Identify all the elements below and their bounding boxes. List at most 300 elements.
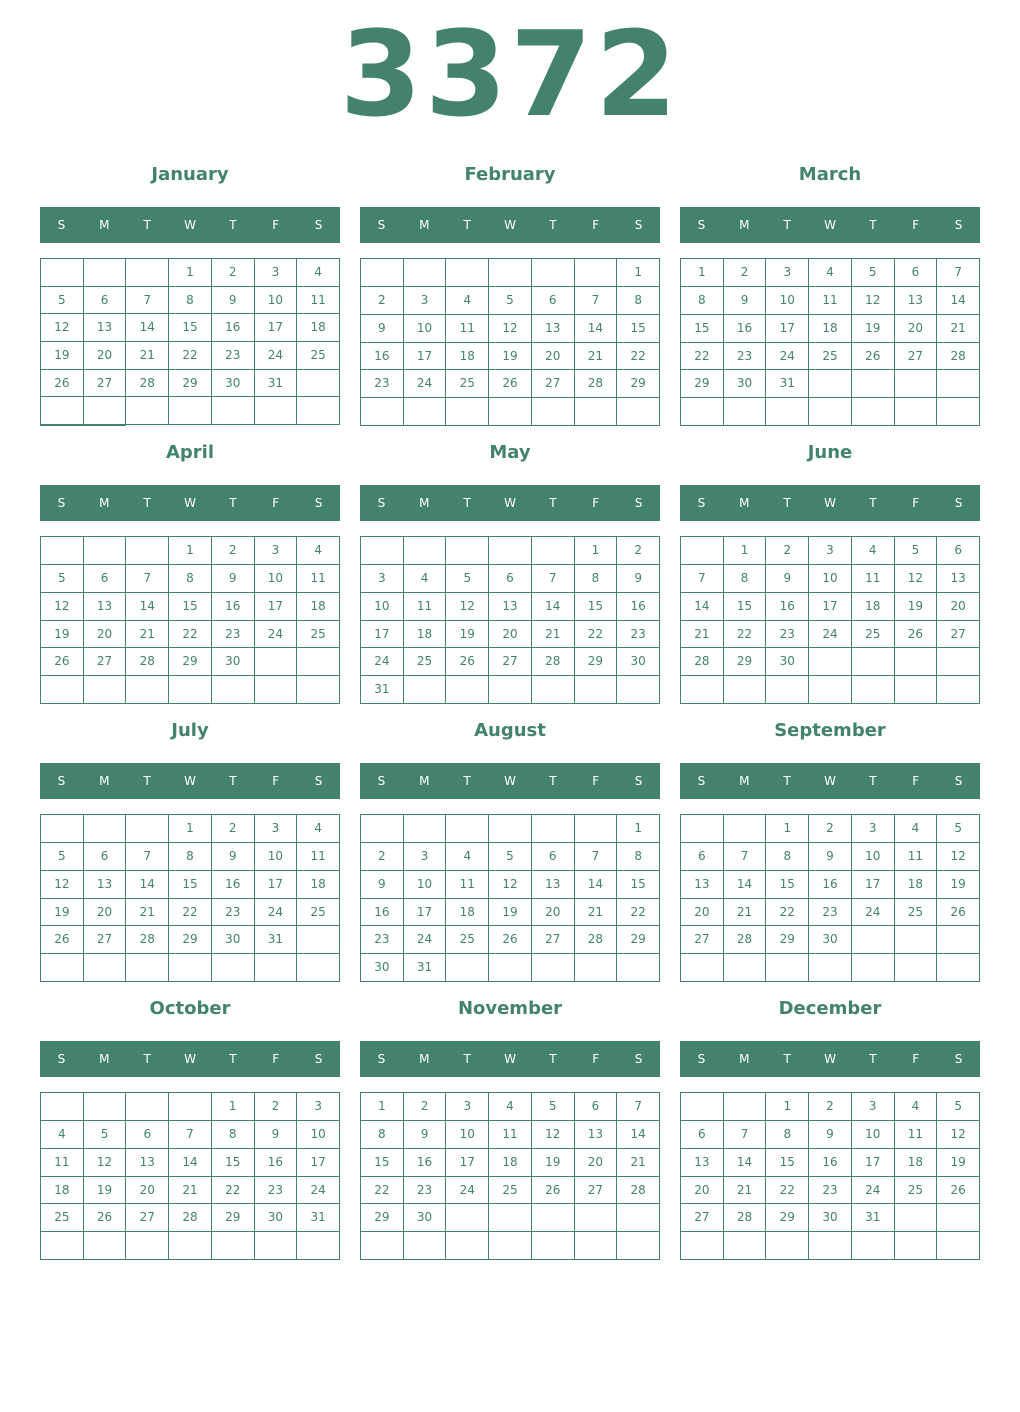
day-cell — [361, 398, 404, 426]
day-cell: 19 — [489, 343, 532, 371]
day-cell: 27 — [532, 370, 575, 398]
day-cell — [617, 676, 660, 704]
day-cell: 12 — [937, 1121, 980, 1149]
day-cell: 14 — [126, 871, 169, 899]
day-cell: 27 — [575, 1177, 618, 1205]
day-cell: 2 — [212, 259, 255, 287]
day-cell: 10 — [361, 593, 404, 621]
day-cell: 25 — [446, 370, 489, 398]
day-cell — [169, 954, 212, 982]
day-cell: 21 — [617, 1149, 660, 1177]
day-cell: 29 — [169, 648, 212, 676]
day-cell: 9 — [212, 287, 255, 315]
day-cell: 29 — [575, 648, 618, 676]
day-cell — [489, 259, 532, 287]
day-cell: 13 — [937, 565, 980, 593]
weekday-label: W — [184, 1052, 196, 1066]
day-cell: 10 — [255, 843, 298, 871]
day-cell: 29 — [617, 370, 660, 398]
day-cell: 19 — [84, 1177, 127, 1205]
weekday-header — [40, 763, 340, 799]
weekday-label: W — [184, 496, 196, 510]
day-grid — [40, 1092, 340, 1260]
day-cell: 12 — [895, 565, 938, 593]
day-cell: 19 — [41, 899, 84, 927]
day-cell — [126, 537, 169, 565]
day-cell — [297, 926, 340, 954]
weekday-label: F — [592, 774, 600, 788]
weekday-label: S — [634, 496, 643, 510]
month-name: May — [489, 442, 531, 463]
day-cell — [446, 259, 489, 287]
day-cell — [724, 1232, 767, 1260]
day-cell: 16 — [766, 593, 809, 621]
day-cell — [489, 815, 532, 843]
day-cell: 9 — [809, 1121, 852, 1149]
day-cell: 1 — [169, 537, 212, 565]
weekday-label: S — [697, 496, 706, 510]
day-cell — [297, 370, 340, 398]
day-cell: 30 — [724, 370, 767, 398]
day-cell — [404, 676, 447, 704]
day-cell: 19 — [446, 621, 489, 649]
day-cell: 19 — [937, 871, 980, 899]
day-cell: 9 — [212, 843, 255, 871]
day-cell: 30 — [617, 648, 660, 676]
day-cell — [532, 259, 575, 287]
day-cell: 25 — [809, 343, 852, 371]
weekday-label: S — [954, 774, 963, 788]
day-cell: 21 — [126, 621, 169, 649]
day-cell — [404, 259, 447, 287]
day-cell: 18 — [809, 315, 852, 343]
weekday-label: M — [419, 1052, 430, 1066]
day-cell: 22 — [681, 343, 724, 371]
day-cell: 12 — [84, 1149, 127, 1177]
day-cell: 19 — [41, 621, 84, 649]
day-cell — [532, 815, 575, 843]
day-cell: 19 — [532, 1149, 575, 1177]
day-cell — [41, 397, 84, 425]
day-cell: 29 — [361, 1204, 404, 1232]
day-cell — [575, 676, 618, 704]
weekday-label: T — [869, 496, 877, 510]
day-cell: 11 — [489, 1121, 532, 1149]
weekday-label: W — [824, 218, 836, 232]
month-name: January — [151, 164, 229, 185]
day-cell: 11 — [809, 287, 852, 315]
day-cell — [575, 815, 618, 843]
day-cell: 24 — [852, 899, 895, 927]
day-cell: 12 — [532, 1121, 575, 1149]
month-name: February — [464, 164, 556, 185]
day-cell: 27 — [681, 1204, 724, 1232]
day-cell: 5 — [41, 287, 84, 315]
day-cell — [212, 397, 255, 425]
weekday-label: T — [143, 774, 151, 788]
day-grid — [360, 258, 660, 426]
day-cell: 21 — [126, 899, 169, 927]
weekday-label: S — [57, 774, 66, 788]
day-cell: 27 — [84, 370, 127, 398]
day-cell: 9 — [617, 565, 660, 593]
day-grid — [360, 536, 660, 704]
day-cell: 1 — [169, 259, 212, 287]
day-cell: 21 — [575, 343, 618, 371]
day-cell: 8 — [212, 1121, 255, 1149]
weekday-label: S — [634, 1052, 643, 1066]
weekday-label: T — [143, 218, 151, 232]
day-cell: 23 — [255, 1177, 298, 1205]
day-cell: 2 — [361, 287, 404, 315]
day-cell: 11 — [41, 1149, 84, 1177]
day-cell — [809, 648, 852, 676]
day-cell — [297, 676, 340, 704]
day-cell: 11 — [297, 565, 340, 593]
day-cell: 1 — [361, 1093, 404, 1121]
day-cell: 27 — [84, 648, 127, 676]
day-cell: 4 — [809, 259, 852, 287]
weekday-header — [680, 1041, 980, 1077]
day-cell: 5 — [84, 1121, 127, 1149]
day-cell — [895, 676, 938, 704]
day-cell: 24 — [404, 370, 447, 398]
day-cell: 6 — [575, 1093, 618, 1121]
day-cell: 28 — [575, 370, 618, 398]
day-cell — [446, 815, 489, 843]
day-cell: 22 — [617, 343, 660, 371]
day-cell: 3 — [361, 565, 404, 593]
day-cell: 29 — [169, 370, 212, 398]
day-cell: 17 — [446, 1149, 489, 1177]
weekday-label: W — [504, 496, 516, 510]
day-cell: 21 — [169, 1177, 212, 1205]
day-cell: 20 — [126, 1177, 169, 1205]
day-cell: 16 — [617, 593, 660, 621]
weekday-label: T — [463, 774, 471, 788]
day-cell: 31 — [404, 954, 447, 982]
day-cell: 8 — [575, 565, 618, 593]
weekday-label: T — [229, 218, 237, 232]
day-cell: 22 — [617, 899, 660, 927]
weekday-label: F — [272, 218, 280, 232]
day-grid — [680, 258, 980, 426]
day-cell — [297, 648, 340, 676]
day-cell — [681, 815, 724, 843]
day-cell: 26 — [532, 1177, 575, 1205]
day-grid — [40, 258, 340, 426]
day-cell: 28 — [126, 370, 169, 398]
day-cell — [895, 1204, 938, 1232]
day-cell: 12 — [41, 314, 84, 342]
day-cell: 22 — [724, 621, 767, 649]
day-cell — [489, 1232, 532, 1260]
day-cell: 15 — [169, 314, 212, 342]
day-cell: 11 — [404, 593, 447, 621]
day-cell: 14 — [575, 315, 618, 343]
weekday-label: F — [912, 774, 920, 788]
day-cell: 27 — [84, 926, 127, 954]
day-cell — [937, 398, 980, 426]
day-cell: 10 — [852, 1121, 895, 1149]
weekday-label: T — [783, 774, 791, 788]
weekday-label: W — [184, 218, 196, 232]
day-cell — [297, 954, 340, 982]
day-cell: 28 — [532, 648, 575, 676]
day-cell: 4 — [404, 565, 447, 593]
day-cell: 17 — [852, 871, 895, 899]
day-cell: 27 — [489, 648, 532, 676]
day-cell: 25 — [297, 621, 340, 649]
day-cell — [766, 676, 809, 704]
day-cell — [724, 815, 767, 843]
weekday-header — [360, 763, 660, 799]
day-cell — [126, 676, 169, 704]
day-cell — [532, 398, 575, 426]
weekday-label: M — [739, 774, 750, 788]
day-cell: 28 — [937, 343, 980, 371]
day-cell — [126, 1232, 169, 1260]
day-cell: 5 — [489, 287, 532, 315]
weekday-header — [360, 207, 660, 243]
day-cell: 26 — [41, 648, 84, 676]
day-cell: 17 — [766, 315, 809, 343]
day-cell: 24 — [361, 648, 404, 676]
day-cell — [41, 259, 84, 287]
day-cell: 18 — [297, 871, 340, 899]
day-cell — [532, 954, 575, 982]
day-grid — [40, 536, 340, 704]
day-cell — [575, 259, 618, 287]
day-cell: 7 — [575, 843, 618, 871]
day-cell: 16 — [724, 315, 767, 343]
day-cell: 5 — [489, 843, 532, 871]
weekday-header — [680, 763, 980, 799]
day-cell: 29 — [766, 1204, 809, 1232]
day-cell: 18 — [297, 593, 340, 621]
day-cell — [617, 1204, 660, 1232]
day-cell: 14 — [169, 1149, 212, 1177]
day-cell: 23 — [809, 1177, 852, 1205]
day-cell — [169, 676, 212, 704]
day-cell: 8 — [169, 843, 212, 871]
day-cell: 5 — [895, 537, 938, 565]
weekday-label: M — [99, 774, 110, 788]
day-cell — [41, 676, 84, 704]
month-name: August — [474, 720, 546, 741]
day-cell: 3 — [852, 1093, 895, 1121]
day-cell: 24 — [255, 621, 298, 649]
weekday-label: S — [954, 1052, 963, 1066]
day-cell: 24 — [446, 1177, 489, 1205]
day-cell: 25 — [852, 621, 895, 649]
weekday-label: F — [272, 496, 280, 510]
day-cell: 20 — [895, 315, 938, 343]
day-cell: 10 — [255, 565, 298, 593]
day-cell: 23 — [617, 621, 660, 649]
day-cell — [297, 1232, 340, 1260]
day-cell: 14 — [575, 871, 618, 899]
day-cell: 2 — [212, 537, 255, 565]
day-cell — [575, 398, 618, 426]
day-cell — [446, 537, 489, 565]
weekday-header — [680, 207, 980, 243]
day-cell: 12 — [852, 287, 895, 315]
day-cell — [169, 397, 212, 425]
day-cell — [126, 1093, 169, 1121]
day-cell: 30 — [212, 370, 255, 398]
day-cell: 26 — [84, 1204, 127, 1232]
weekday-label: S — [377, 774, 386, 788]
day-cell — [937, 676, 980, 704]
day-cell: 7 — [126, 843, 169, 871]
day-cell — [895, 954, 938, 982]
weekday-label: M — [419, 774, 430, 788]
weekday-label: S — [314, 1052, 323, 1066]
month-name: October — [149, 998, 231, 1019]
day-cell: 15 — [617, 315, 660, 343]
day-cell: 23 — [212, 899, 255, 927]
day-cell: 8 — [617, 287, 660, 315]
weekday-label: F — [912, 218, 920, 232]
day-cell: 14 — [126, 593, 169, 621]
day-cell: 9 — [809, 843, 852, 871]
weekday-label: S — [314, 496, 323, 510]
day-cell: 14 — [937, 287, 980, 315]
day-cell: 15 — [169, 593, 212, 621]
day-cell: 25 — [895, 899, 938, 927]
day-cell: 14 — [724, 1149, 767, 1177]
day-cell: 12 — [937, 843, 980, 871]
day-cell: 16 — [361, 899, 404, 927]
day-cell: 13 — [84, 871, 127, 899]
day-cell: 29 — [766, 926, 809, 954]
weekday-label: F — [272, 1052, 280, 1066]
weekday-label: F — [592, 218, 600, 232]
day-cell — [681, 1093, 724, 1121]
day-cell: 6 — [895, 259, 938, 287]
day-cell: 31 — [766, 370, 809, 398]
day-cell — [41, 954, 84, 982]
day-cell: 20 — [575, 1149, 618, 1177]
weekday-label: S — [697, 774, 706, 788]
day-cell: 10 — [255, 287, 298, 315]
weekday-label: M — [739, 218, 750, 232]
day-cell: 4 — [895, 815, 938, 843]
day-cell: 27 — [895, 343, 938, 371]
day-cell: 1 — [681, 259, 724, 287]
day-cell — [84, 815, 127, 843]
day-cell — [681, 1232, 724, 1260]
day-cell — [84, 397, 127, 425]
day-cell — [255, 676, 298, 704]
day-cell: 19 — [895, 593, 938, 621]
day-cell: 1 — [766, 815, 809, 843]
day-cell: 14 — [532, 593, 575, 621]
day-cell: 4 — [895, 1093, 938, 1121]
day-cell: 21 — [126, 342, 169, 370]
day-cell — [361, 537, 404, 565]
day-cell: 9 — [255, 1121, 298, 1149]
day-cell: 28 — [126, 648, 169, 676]
day-cell — [852, 926, 895, 954]
day-cell: 23 — [361, 370, 404, 398]
day-cell: 6 — [84, 287, 127, 315]
weekday-label: T — [869, 1052, 877, 1066]
weekday-label: T — [143, 496, 151, 510]
day-cell: 20 — [681, 899, 724, 927]
month-name: December — [778, 998, 882, 1019]
day-cell — [41, 1093, 84, 1121]
day-cell: 16 — [809, 1149, 852, 1177]
weekday-label: T — [869, 218, 877, 232]
day-cell: 1 — [617, 259, 660, 287]
day-cell: 22 — [169, 621, 212, 649]
day-cell — [404, 537, 447, 565]
day-cell: 16 — [212, 314, 255, 342]
day-cell: 30 — [809, 926, 852, 954]
day-cell — [617, 1232, 660, 1260]
day-cell: 11 — [297, 843, 340, 871]
day-cell: 30 — [404, 1204, 447, 1232]
day-cell: 4 — [489, 1093, 532, 1121]
day-cell: 9 — [724, 287, 767, 315]
day-cell: 17 — [852, 1149, 895, 1177]
day-cell: 18 — [404, 621, 447, 649]
day-cell — [937, 1232, 980, 1260]
day-cell: 23 — [809, 899, 852, 927]
weekday-label: M — [739, 496, 750, 510]
day-cell: 7 — [617, 1093, 660, 1121]
weekday-label: S — [697, 1052, 706, 1066]
day-cell: 18 — [489, 1149, 532, 1177]
day-cell: 6 — [84, 843, 127, 871]
day-cell — [212, 954, 255, 982]
day-cell — [895, 370, 938, 398]
day-cell — [489, 1204, 532, 1232]
day-cell: 3 — [852, 815, 895, 843]
day-cell — [809, 398, 852, 426]
day-cell: 6 — [532, 843, 575, 871]
weekday-label: M — [99, 218, 110, 232]
day-cell: 2 — [617, 537, 660, 565]
day-cell — [446, 676, 489, 704]
year-title: 3372 — [339, 5, 681, 143]
day-cell: 18 — [446, 899, 489, 927]
weekday-label: F — [592, 496, 600, 510]
day-cell — [852, 1232, 895, 1260]
day-cell: 8 — [169, 565, 212, 593]
day-cell — [84, 537, 127, 565]
day-cell: 13 — [126, 1149, 169, 1177]
day-cell: 8 — [766, 1121, 809, 1149]
day-cell — [84, 1093, 127, 1121]
weekday-label: S — [57, 218, 66, 232]
day-cell: 20 — [489, 621, 532, 649]
day-cell: 13 — [84, 314, 127, 342]
month-name: November — [457, 998, 563, 1019]
day-cell: 16 — [404, 1149, 447, 1177]
day-cell: 19 — [489, 899, 532, 927]
day-cell — [489, 676, 532, 704]
day-cell: 2 — [404, 1093, 447, 1121]
day-cell — [724, 398, 767, 426]
day-cell: 29 — [724, 648, 767, 676]
day-cell: 7 — [937, 259, 980, 287]
day-cell: 6 — [126, 1121, 169, 1149]
day-cell: 16 — [255, 1149, 298, 1177]
day-cell — [446, 954, 489, 982]
